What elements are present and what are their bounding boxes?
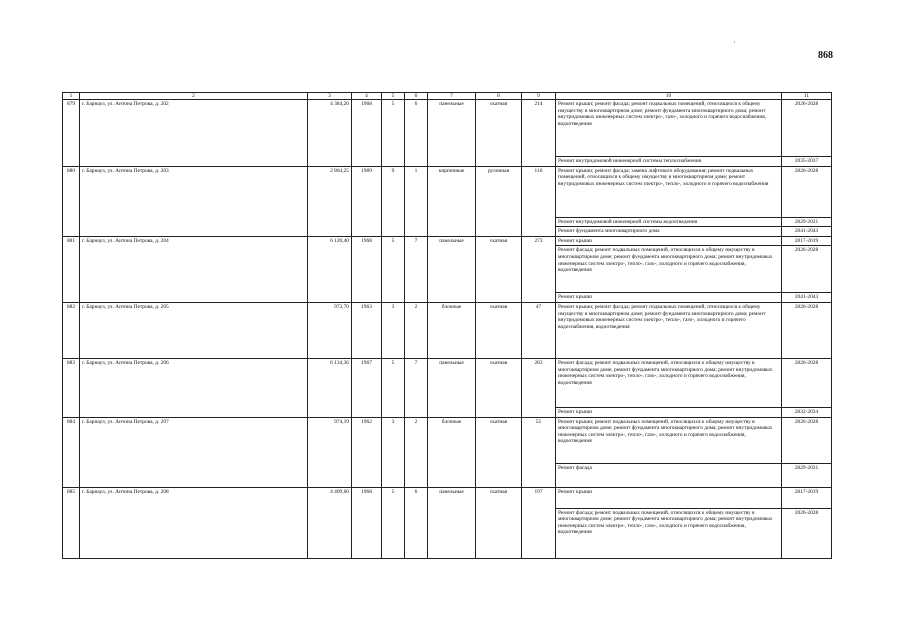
header-cell: 4 — [352, 93, 382, 100]
cell-works: Ремонт фасада — [556, 463, 782, 487]
cell-works: Ремонт крыши — [556, 293, 782, 303]
header-cell: 1 — [63, 93, 80, 100]
cell-address: г. Барнаул, ул. Антона Петрова, д. 202 — [80, 100, 308, 167]
cell-year: 1989 — [352, 166, 382, 236]
cell-residents: 283 — [522, 358, 556, 417]
cell-floors: 3 — [382, 302, 405, 358]
cell-works: Ремонт крыши — [556, 407, 782, 417]
cell-no: 880 — [63, 166, 80, 236]
page-number: 868 — [818, 50, 833, 61]
cell-works: Ремонт фасада; ремонт подвальных помещений, относящихся к общему имуществу в многоквартирном доме; ремонт фундамента многоквартирного дома; ремонт внутридомовых инженерных систем электро-, тепло-, газо-, холодного и горячего водоснабжения, водоотведения — [556, 508, 782, 558]
cell-area: 4 409,60 — [308, 487, 352, 558]
cell-no: 881 — [63, 236, 80, 302]
cell-year: 1968 — [352, 100, 382, 167]
header-cell: 7 — [428, 93, 476, 100]
cell-year: 1968 — [352, 236, 382, 302]
cell-year: 1962 — [352, 417, 382, 487]
cell-works: Ремонт внутридомовой инженерной системы водоотведения — [556, 217, 782, 227]
cell-floors: 3 — [382, 417, 405, 487]
cell-wall: панельные — [428, 236, 476, 302]
cell-wall: кирпичные — [428, 166, 476, 236]
header-cell: 3 — [308, 93, 352, 100]
cell-entrances: 1 — [405, 166, 428, 236]
table-body — [63, 100, 832, 559]
cell-period: 2032-2034 — [782, 407, 832, 417]
header-cell: 9 — [522, 93, 556, 100]
header-cell: 8 — [476, 93, 522, 100]
cell-residents: 55 — [522, 417, 556, 487]
cell-area: 4 384,20 — [308, 100, 352, 167]
cell-period: 2035-2037 — [782, 157, 832, 167]
cell-year: 1968 — [352, 487, 382, 558]
cell-works: Ремонт крыши; ремонт фасада; ремонт подвальных помещений, относящихся к общему имуществу в многоквартирном доме; ремонт фундамента многоквартирного дома; ремонт внутридомовых инженерных систем электро-, тепло-, газо-, холодного и горячего водоснабжения, водоотведения — [556, 302, 782, 358]
table-row — [63, 236, 832, 246]
cell-area: 6 134,36 — [308, 358, 352, 417]
cell-works: Ремонт крыши — [556, 487, 782, 508]
table-row — [63, 302, 832, 358]
cell-roof: скатная — [476, 236, 522, 302]
cell-works: Ремонт крыши; ремонт фасада; ремонт подвальных помещений, относящихся к общему имуществу в многоквартирном доме; ремонт фундамента многоквартирного дома; ремонт внутридомовых инженерных систем электро-, газо-, холодного и горячего водоснабжения, водоотведения — [556, 100, 782, 157]
cell-floors: 5 — [382, 236, 405, 302]
cell-year: 1963 — [352, 302, 382, 358]
cell-period: 2026-2028 — [782, 358, 832, 407]
header-row — [63, 93, 832, 100]
cell-period: 2029-2031 — [782, 217, 832, 227]
cell-floors: 5 — [382, 358, 405, 417]
cell-works: Ремонт крыши; ремонт фасада; замена лифтового оборудования; ремонт подвальных помещений, относящихся к общему имуществу в многоквартирном доме; ремонт внутридомовых инженерных систем электро-, тепло-, холодного и горячего водоснабжения — [556, 166, 782, 217]
cell-wall: блочные — [428, 417, 476, 487]
cell-entrances: 6 — [405, 487, 428, 558]
cell-roof: скатная — [476, 302, 522, 358]
scan-mark: · — [733, 38, 736, 47]
header-cell: 2 — [80, 93, 308, 100]
table-row — [63, 100, 832, 157]
cell-area: 972,70 — [308, 302, 352, 358]
cell-no: 879 — [63, 100, 80, 167]
cell-period: 2026-2028 — [782, 302, 832, 358]
cell-residents: 47 — [522, 302, 556, 358]
cell-year: 1967 — [352, 358, 382, 417]
cell-no: 884 — [63, 417, 80, 487]
cell-works: Ремонт крыши — [556, 236, 782, 246]
cell-residents: 197 — [522, 487, 556, 558]
cell-entrances: 7 — [405, 358, 428, 417]
cell-period: 2041-2043 — [782, 227, 832, 237]
cell-wall: блочные — [428, 302, 476, 358]
cell-residents: 273 — [522, 236, 556, 302]
cell-address: г. Барнаул, ул. Антона Петрова, д. 203 — [80, 166, 308, 236]
cell-period: 2026-2028 — [782, 100, 832, 157]
cell-residents: 214 — [522, 100, 556, 167]
cell-roof: скатная — [476, 100, 522, 167]
cell-entrances: 7 — [405, 236, 428, 302]
cell-floors: 9 — [382, 166, 405, 236]
cell-area: 974,19 — [308, 417, 352, 487]
header-cell: 10 — [556, 93, 782, 100]
cell-address: г. Барнаул, ул. Антона Петрова, д. 207 — [80, 417, 308, 487]
cell-works: Ремонт крыши; ремонт подвальных помещений, относящихся к общему имуществу в многоквартирном доме; ремонт фундамента многоквартирного дома; ремонт внутридомовых инженерных систем электро-, тепло-, газо-, холодного и горячего водоснабжения, водоотведения — [556, 417, 782, 463]
cell-entrances: 2 — [405, 417, 428, 487]
cell-period: 2041-2043 — [782, 293, 832, 303]
header-cell: 5 — [382, 93, 405, 100]
cell-entrances: 6 — [405, 100, 428, 167]
table-row — [63, 487, 832, 508]
cell-roof: скатная — [476, 417, 522, 487]
cell-address: г. Барнаул, ул. Антона Петрова, д. 204 — [80, 236, 308, 302]
cell-roof: скатная — [476, 487, 522, 558]
cell-floors: 5 — [382, 100, 405, 167]
cell-no: 883 — [63, 358, 80, 417]
cell-period: 2017-2019 — [782, 236, 832, 246]
cell-address: г. Барнаул, ул. Антона Петрова, д. 205 — [80, 302, 308, 358]
cell-area: 6 120,40 — [308, 236, 352, 302]
cell-roof: рулонная — [476, 166, 522, 236]
table-row — [63, 166, 832, 217]
cell-no: 885 — [63, 487, 80, 558]
cell-period: 2026-2028 — [782, 508, 832, 558]
cell-residents: 116 — [522, 166, 556, 236]
cell-wall: панельные — [428, 487, 476, 558]
cell-period: 2026-2028 — [782, 417, 832, 463]
cell-no: 882 — [63, 302, 80, 358]
cell-period: 2026-2028 — [782, 166, 832, 217]
cell-area: 2 864,25 — [308, 166, 352, 236]
cell-roof: скатная — [476, 358, 522, 417]
cell-period: 2029-2031 — [782, 463, 832, 487]
cell-works: Ремонт фасада; ремонт подвальных помещений, относящихся к общему имуществу в многоквартирном доме; ремонт фундамента многоквартирного дома; ремонт внутридомовых инженерных систем электро-, тепло-, газо-, холодного и горячего водоснабжения, водоотведения — [556, 358, 782, 407]
cell-address: г. Барнаул, ул. Антона Петрова, д. 206 — [80, 358, 308, 417]
cell-wall: панельные — [428, 100, 476, 167]
cell-works: Ремонт внутридомовой инженерной системы теплоснабжения — [556, 157, 782, 167]
cell-works: Ремонт фасада; ремонт подвальных помещений, относящихся к общему имуществу в многоквартирном доме; ремонт фундамента многоквартирного дома; ремонт внутридомовых инженерных систем электро-, тепло-, газо-, холодного и горячего водоснабжения, водоотведения — [556, 246, 782, 293]
cell-entrances: 2 — [405, 302, 428, 358]
table-row — [63, 417, 832, 463]
cell-floors: 5 — [382, 487, 405, 558]
cell-period: 2017-2019 — [782, 487, 832, 508]
housing-repair-table — [62, 92, 832, 559]
cell-address: г. Барнаул, ул. Антона Петрова, д. 208 — [80, 487, 308, 558]
cell-period: 2026-2028 — [782, 246, 832, 293]
header-cell: 11 — [782, 93, 832, 100]
cell-wall: панельные — [428, 358, 476, 417]
header-cell: 6 — [405, 93, 428, 100]
cell-works: Ремонт фундамента многоквартирного дома — [556, 227, 782, 237]
table-row — [63, 358, 832, 407]
